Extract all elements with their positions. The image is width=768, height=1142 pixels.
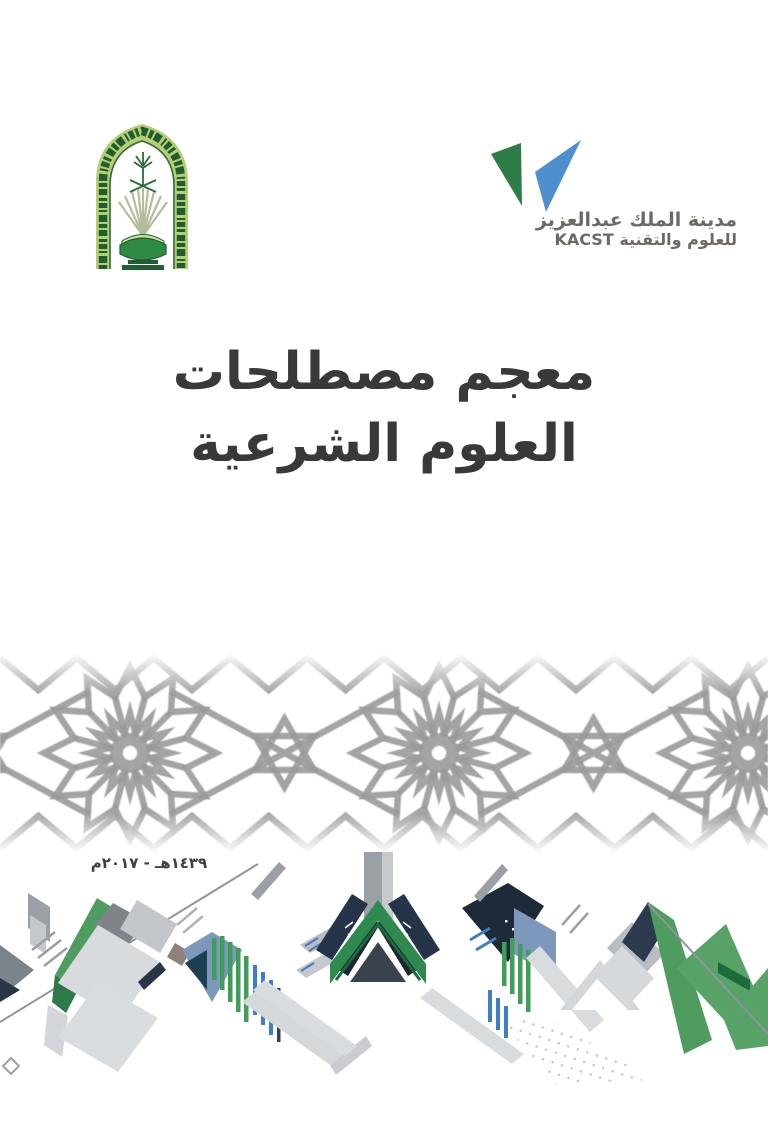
kacst-name-line1: مدينة الملك عبدالعزيز	[535, 209, 737, 231]
kacst-name-line2: للعلوم والتقنية KACST	[554, 230, 737, 249]
kacst-checkmark-icon	[488, 136, 584, 212]
title-line-2: العلوم الشرعية	[190, 414, 578, 474]
star-pattern-icon	[0, 652, 768, 854]
publication-date: ١٤٣٩هـ - ٢٠١٧م	[90, 854, 208, 872]
geometric-mountains-art	[0, 850, 768, 1142]
mihrab-arch-emblem-icon	[86, 118, 198, 270]
ministry-of-islamic-affairs-logo	[86, 118, 198, 270]
title-line-1: معجم مصطلحات	[172, 342, 596, 402]
quran-book-icon	[120, 235, 166, 271]
palm-swords-icon	[130, 152, 156, 192]
rays-icon	[119, 188, 167, 236]
book-title	[0, 336, 768, 480]
islamic-geometric-band	[0, 652, 768, 854]
